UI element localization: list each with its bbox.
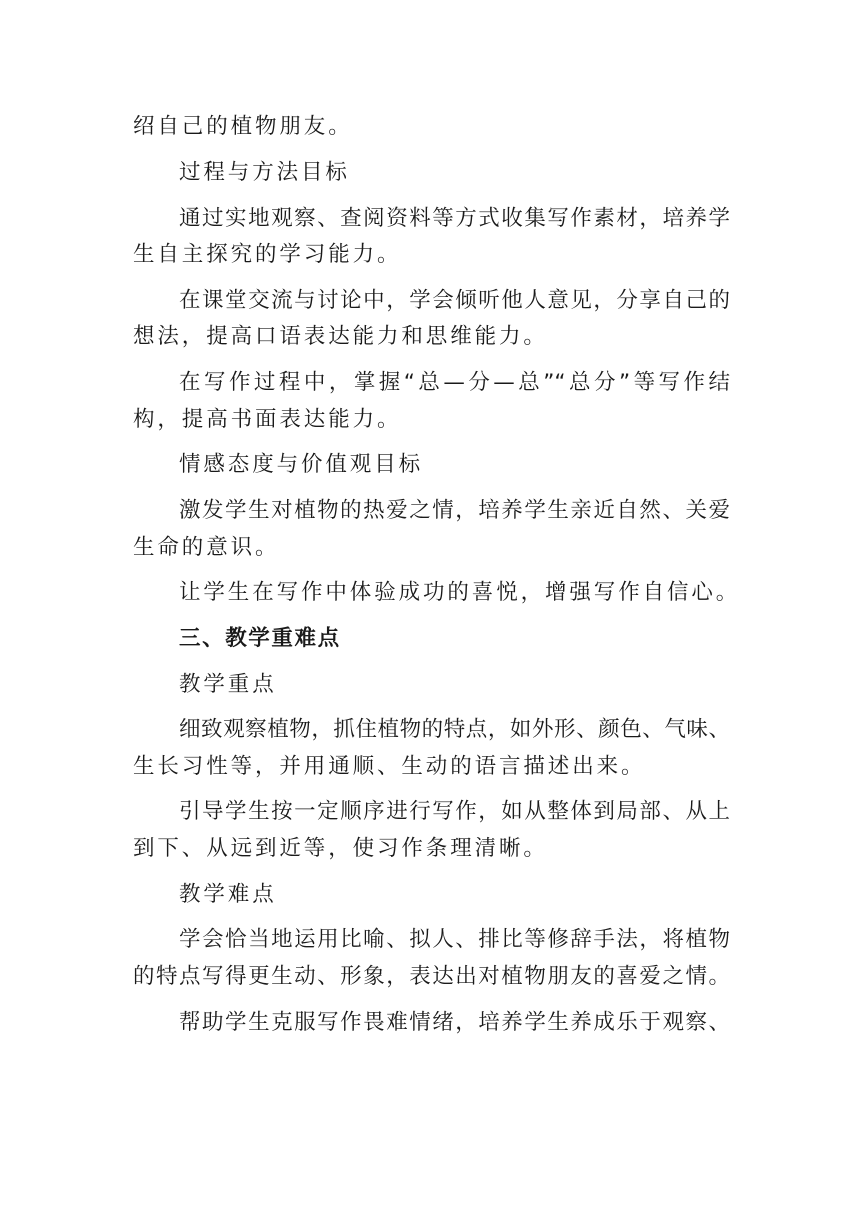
paragraph-line: 生自主探究的学习能力。: [133, 242, 402, 268]
paragraph-line: 在写作过程中，掌握“总—分—总”“总分”等写作结: [179, 370, 730, 396]
paragraph-line: 想法，提高口语表达能力和思维能力。: [133, 324, 548, 350]
paragraph-line: 生长习性等，并用通顺、生动的语言描述出来。: [133, 753, 646, 779]
paragraph-line: 激发学生对植物的热爱之情，培养学生亲近自然、关爱: [179, 498, 730, 524]
subheading-teaching-difficulty: 教学难点: [179, 881, 277, 907]
paragraph-line: 的特点写得更生动、形象，表达出对植物朋友的喜爱之情。: [133, 963, 730, 989]
paragraph-line: 引导学生按一定顺序进行写作，如从整体到局部、从上: [179, 799, 730, 825]
paragraph-line: 构，提高书面表达能力。: [133, 406, 402, 432]
paragraph-line: 细致观察植物，抓住植物的特点，如外形、颜色、气味、: [179, 717, 730, 743]
paragraph-line: 生命的意识。: [133, 534, 280, 560]
paragraph-line: 通过实地观察、查阅资料等方式收集写作素材，培养学: [179, 205, 730, 231]
document-page: [133, 109, 741, 1041]
paragraph-line: 学会恰当地运用比喻、拟人、排比等修辞手法，将植物: [179, 927, 730, 953]
subheading-teaching-focus: 教学重点: [179, 671, 277, 697]
paragraph-line: 到下、从远到近等，使习作条理清晰。: [133, 835, 548, 861]
paragraph-line: 让学生在写作中体验成功的喜悦，增强写作自信心。: [179, 580, 741, 606]
paragraph-line: 帮助学生克服写作畏难情绪，培养学生养成乐于观察、: [179, 1009, 730, 1035]
paragraph-line: 绍自己的植物朋友。: [133, 114, 353, 139]
subheading-emotion-value-goal: 情感态度与价值观目标: [179, 452, 424, 478]
section-heading: 三、教学重难点: [179, 625, 341, 651]
paragraph-line: 在课堂交流与讨论中，学会倾听他人意见，分享自己的: [179, 287, 730, 313]
subheading-process-method-goal: 过程与方法目标: [179, 159, 350, 185]
